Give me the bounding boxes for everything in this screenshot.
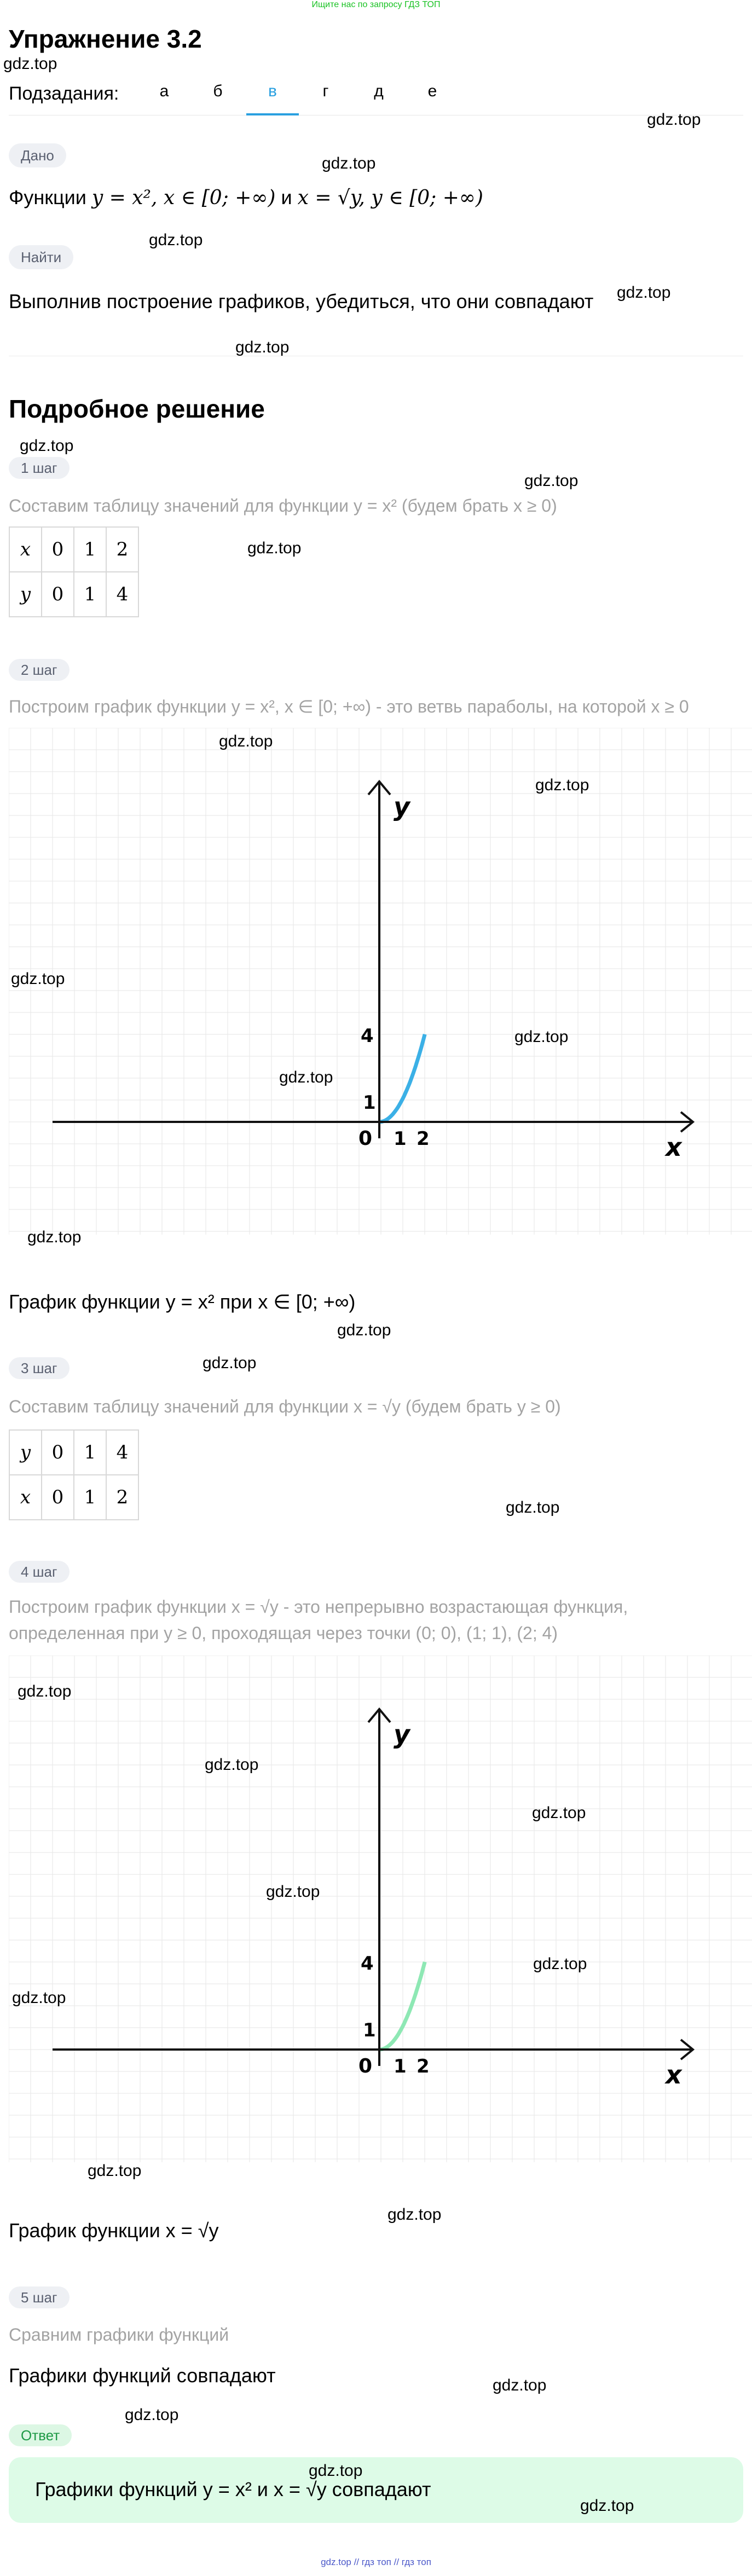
table-cell: y (9, 572, 42, 617)
watermark: gdz.top (247, 539, 302, 557)
watermark: gdz.top (617, 283, 671, 302)
table-cell: 1 (74, 572, 106, 617)
table-cell: 4 (106, 572, 138, 617)
watermark: gdz.top (533, 1955, 587, 1973)
y-axis-label: y (394, 1720, 410, 1749)
step5-badge: 5 шаг (9, 2286, 70, 2308)
watermark: gdz.top (535, 776, 589, 794)
watermark: gdz.top (493, 2376, 547, 2394)
step3-badge: 3 шаг (9, 1357, 70, 1379)
table-cell: 4 (106, 1430, 138, 1475)
watermark: gdz.top (580, 2497, 634, 2515)
solution-heading: Подробное решение (9, 395, 265, 423)
watermark: gdz.top (524, 472, 579, 490)
table-cell: 2 (106, 1475, 138, 1520)
watermark: gdz.top (506, 1498, 560, 1516)
table-cell: 0 (42, 1475, 74, 1520)
table-cell: 1 (74, 1430, 106, 1475)
table-cell: y (9, 1430, 42, 1475)
table-row (9, 527, 138, 572)
step1-table (9, 526, 139, 617)
watermark: gdz.top (266, 1883, 320, 1901)
watermark: gdz.top (27, 1228, 82, 1246)
x-tick-label: 2 (417, 2056, 430, 2077)
step2-badge: 2 шаг (9, 659, 70, 681)
watermark: gdz.top (309, 2462, 363, 2480)
tab-g[interactable]: г (322, 82, 329, 100)
step3-table (9, 1429, 139, 1520)
active-tab-indicator (246, 113, 299, 115)
step4-text-line2: определенная при y ≥ 0, проходящая через точки (0; 0), (1; 1), (2; 4) (9, 1623, 558, 1643)
x-tick-label: 1 (394, 1128, 407, 1150)
watermark: gdz.top (219, 732, 273, 750)
watermark: gdz.top (3, 55, 57, 73)
step1-text: Составим таблицу значений для функции y = x² (будем брать x ≥ 0) (9, 496, 557, 516)
watermark: gdz.top (647, 111, 701, 129)
watermark: gdz.top (88, 2162, 142, 2180)
table-cell: 0 (42, 527, 74, 572)
tab-a[interactable]: а (159, 82, 169, 100)
watermark: gdz.top (279, 1068, 333, 1086)
table-cell: 0 (42, 572, 74, 617)
x-tick-label: 2 (417, 1128, 430, 1150)
step5-text: Сравним графики функций (9, 2325, 229, 2345)
tab-d[interactable]: д (374, 82, 384, 100)
tab-e[interactable]: е (427, 82, 437, 100)
x-axis-label: x (666, 2060, 682, 2089)
given-badge: Дано (9, 143, 66, 167)
step4-caption: График функции x = √y (9, 2219, 219, 2242)
tab-v[interactable]: в (268, 82, 277, 100)
given-formula-1: y = x², x ∈ [0; +∞) (91, 187, 276, 209)
page-title: Упражнение 3.2 (9, 25, 202, 53)
watermark: gdz.top (387, 2205, 442, 2224)
watermark: gdz.top (235, 338, 290, 356)
given-prefix: Функции (9, 186, 86, 209)
watermark: gdz.top (203, 1354, 257, 1372)
origin-label: 0 (358, 1127, 373, 1150)
given-text (9, 186, 483, 209)
watermark: gdz.top (322, 154, 376, 172)
given-conj: и (281, 186, 292, 209)
step3-text: Составим таблицу значений для функции x = √y (будем брать y ≥ 0) (9, 1397, 561, 1416)
watermark: gdz.top (18, 1682, 72, 1700)
step5-result: Графики функций совпадают (9, 2364, 276, 2387)
table-cell: 2 (106, 527, 138, 572)
watermark: gdz.top (20, 437, 74, 455)
graph-parabola (9, 728, 752, 1235)
table-cell: x (9, 527, 42, 572)
step1-badge: 1 шаг (9, 457, 70, 479)
step2-text: Построим график функции y = x², x ∈ [0; +∞) - это ветвь параболы, на которой x ≥ 0 (9, 697, 689, 716)
step4-badge: 4 шаг (9, 1561, 70, 1583)
table-row (9, 1475, 138, 1520)
y-tick-label: 4 (361, 1953, 374, 1975)
table-cell: 0 (42, 1430, 74, 1475)
subtasks-label: Подзадания: (9, 83, 119, 104)
origin-label: 0 (358, 2055, 373, 2077)
watermark: gdz.top (12, 1989, 66, 2007)
footer-links[interactable]: gdz.top // гдз топ // гдз топ (321, 2557, 431, 2567)
table-row (9, 1430, 138, 1475)
watermark: gdz.top (125, 2406, 179, 2424)
table-row (9, 572, 138, 617)
find-badge: Найти (9, 245, 73, 269)
watermark: gdz.top (514, 1028, 569, 1046)
answer-text: Графики функций y = x² и x = √y совпадают (35, 2478, 431, 2500)
watermark: gdz.top (205, 1756, 259, 1774)
x-axis-label: x (666, 1132, 682, 1162)
y-axis-label: y (394, 792, 410, 821)
watermark: gdz.top (149, 231, 203, 249)
watermark: gdz.top (532, 1804, 586, 1822)
tab-b[interactable]: б (213, 82, 223, 100)
answer-badge: Ответ (9, 2424, 72, 2446)
given-formula-2: x = √y, y ∈ [0; +∞) (297, 187, 483, 209)
y-tick-label: 4 (361, 1025, 374, 1047)
step2-caption: График функции y = x² при x ∈ [0; +∞) (9, 1290, 356, 1313)
table-cell: 1 (74, 527, 106, 572)
table-cell: 1 (74, 1475, 106, 1520)
table-cell: x (9, 1475, 42, 1520)
y-tick-label: 1 (363, 1092, 376, 1114)
watermark: gdz.top (11, 970, 65, 988)
top-note: Ищите нас по запросу ГДЗ ТОП (311, 0, 441, 9)
x-tick-label: 1 (394, 2056, 407, 2077)
watermark: gdz.top (337, 1321, 391, 1339)
graph-sqrt (9, 1655, 752, 2162)
step4-text-line1: Построим график функции x = √y - это непрерывно возрастающая функция, (9, 1597, 628, 1617)
y-tick-label: 1 (363, 2019, 376, 2041)
find-text: Выполнив построение графиков, убедиться, что они совпадают (9, 290, 594, 312)
